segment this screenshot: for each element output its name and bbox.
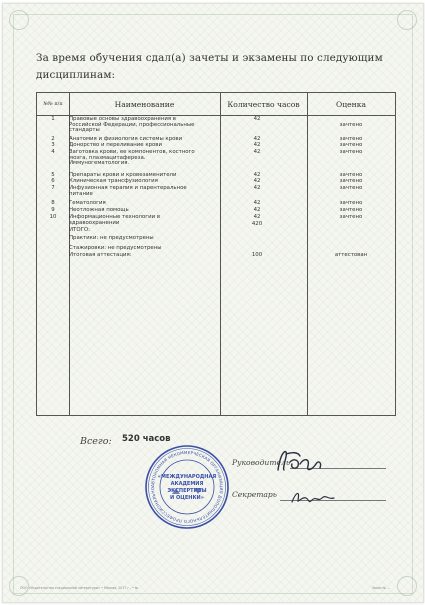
row-number: 9: [51, 207, 55, 213]
footer-order: Заказ № ...: [372, 586, 390, 590]
grades-table: [36, 92, 396, 416]
row-number: 10: [49, 214, 57, 220]
corner-ornament: [9, 10, 29, 30]
itogo-hours: 420: [251, 221, 263, 227]
page-heading: За время обучения сдал(а) зачеты и экзамены по следующим дисциплинам:: [36, 52, 383, 81]
head-signature: [270, 446, 330, 476]
discipline-hours: 42: [253, 178, 261, 184]
discipline-hours: 42: [253, 200, 261, 206]
discipline-name: Клиническая трансфузиология: [69, 178, 158, 184]
discipline-name: Анатомия и физиология системы крови: [69, 136, 183, 142]
secretary-signature: [288, 486, 338, 508]
row-number: 2: [51, 136, 55, 142]
discipline-grade: зачтено: [339, 142, 363, 148]
corner-ornament: [397, 10, 417, 30]
row-number: 4: [51, 149, 55, 155]
itogo-label: ИТОГО:: [69, 227, 90, 233]
discipline-grade: зачтено: [339, 122, 363, 128]
final-label: Итоговая аттестация:: [69, 252, 132, 258]
discipline-hours: 42: [253, 116, 261, 122]
row-number: 8: [51, 200, 55, 206]
discipline-name: Препараты крови и кровезаменители: [69, 172, 177, 178]
discipline-hours: 42: [253, 207, 261, 213]
head-signature-label: Руководитель: [232, 458, 290, 467]
row-number: 1: [51, 116, 55, 122]
final-grade: аттестован: [334, 252, 368, 258]
row-number: 3: [51, 142, 55, 148]
header-number: №№ п/п: [43, 101, 63, 107]
organization-seal: [144, 444, 230, 530]
discipline-grade: зачтено: [339, 214, 363, 220]
row-number: 5: [51, 172, 55, 178]
discipline-grade: зачтено: [339, 185, 363, 191]
total-label: Всего:: [80, 436, 112, 447]
discipline-name: Заготовка крови, ее компонентов, костного мозга, плазмацитаферезa. Иммуногематология.: [69, 149, 195, 167]
footer-publisher: ООО «Издательство специальной литературы» • Москва, 2017 г., • №: [20, 586, 139, 590]
seal-center-line: «МЕЖДУНАРОДНАЯ: [157, 474, 217, 480]
final-hours: 100: [251, 252, 263, 258]
seal-center-line: И ОЦЕНКИ»: [170, 495, 204, 501]
discipline-grade: зачтено: [339, 149, 363, 155]
discipline-grade: зачтено: [339, 172, 363, 178]
discipline-grade: зачтено: [339, 207, 363, 213]
row-number: 6: [51, 178, 55, 184]
discipline-hours: 42: [253, 214, 261, 220]
discipline-grade: зачтено: [339, 136, 363, 142]
discipline-name: Донорство и переливание крови: [69, 142, 162, 148]
discipline-hours: 42: [253, 136, 261, 142]
discipline-grade: зачтено: [339, 200, 363, 206]
seal-center-line: ЭКСПЕРТИЗЫ: [167, 488, 207, 494]
internship-text: Стажировки: не предусмотрены: [69, 245, 162, 251]
seal-ring-text: АВТОНОМНАЯ НЕКОММЕРЧЕСКАЯ ОРГАНИЗАЦИЯ ДОПОЛНИТЕЛЬНОГО ПРОФЕССИОНАЛЬНО: [149, 449, 225, 525]
discipline-hours: 42: [253, 185, 261, 191]
corner-ornament: [397, 576, 417, 596]
discipline-name: Инфузионная терапия и парентеральное питание: [69, 185, 187, 197]
secretary-signature-label: Секретарь: [232, 490, 277, 499]
discipline-grade: зачтено: [339, 178, 363, 184]
row-number: 7: [51, 185, 55, 191]
total-value: 520 часов: [122, 434, 171, 444]
discipline-hours: 42: [253, 142, 261, 148]
practice-text: Практики: не предусмотрены: [69, 235, 154, 241]
header-name: Наименование: [114, 99, 175, 109]
discipline-name: Правовые основы здравоохранения в Российской Федерации, профессиональные стандарты: [69, 116, 195, 134]
discipline-hours: 42: [253, 172, 261, 178]
discipline-hours: 42: [253, 149, 261, 155]
discipline-name: Неотложная помощь: [69, 207, 129, 213]
discipline-name: Информационные технологии в здравоохранении: [69, 214, 161, 226]
header-hours: Количество часов: [227, 99, 300, 109]
seal-center-line: АКАДЕМИЯ: [170, 481, 204, 487]
discipline-name: Гематология: [69, 200, 106, 206]
header-grade: Оценка: [336, 99, 366, 109]
